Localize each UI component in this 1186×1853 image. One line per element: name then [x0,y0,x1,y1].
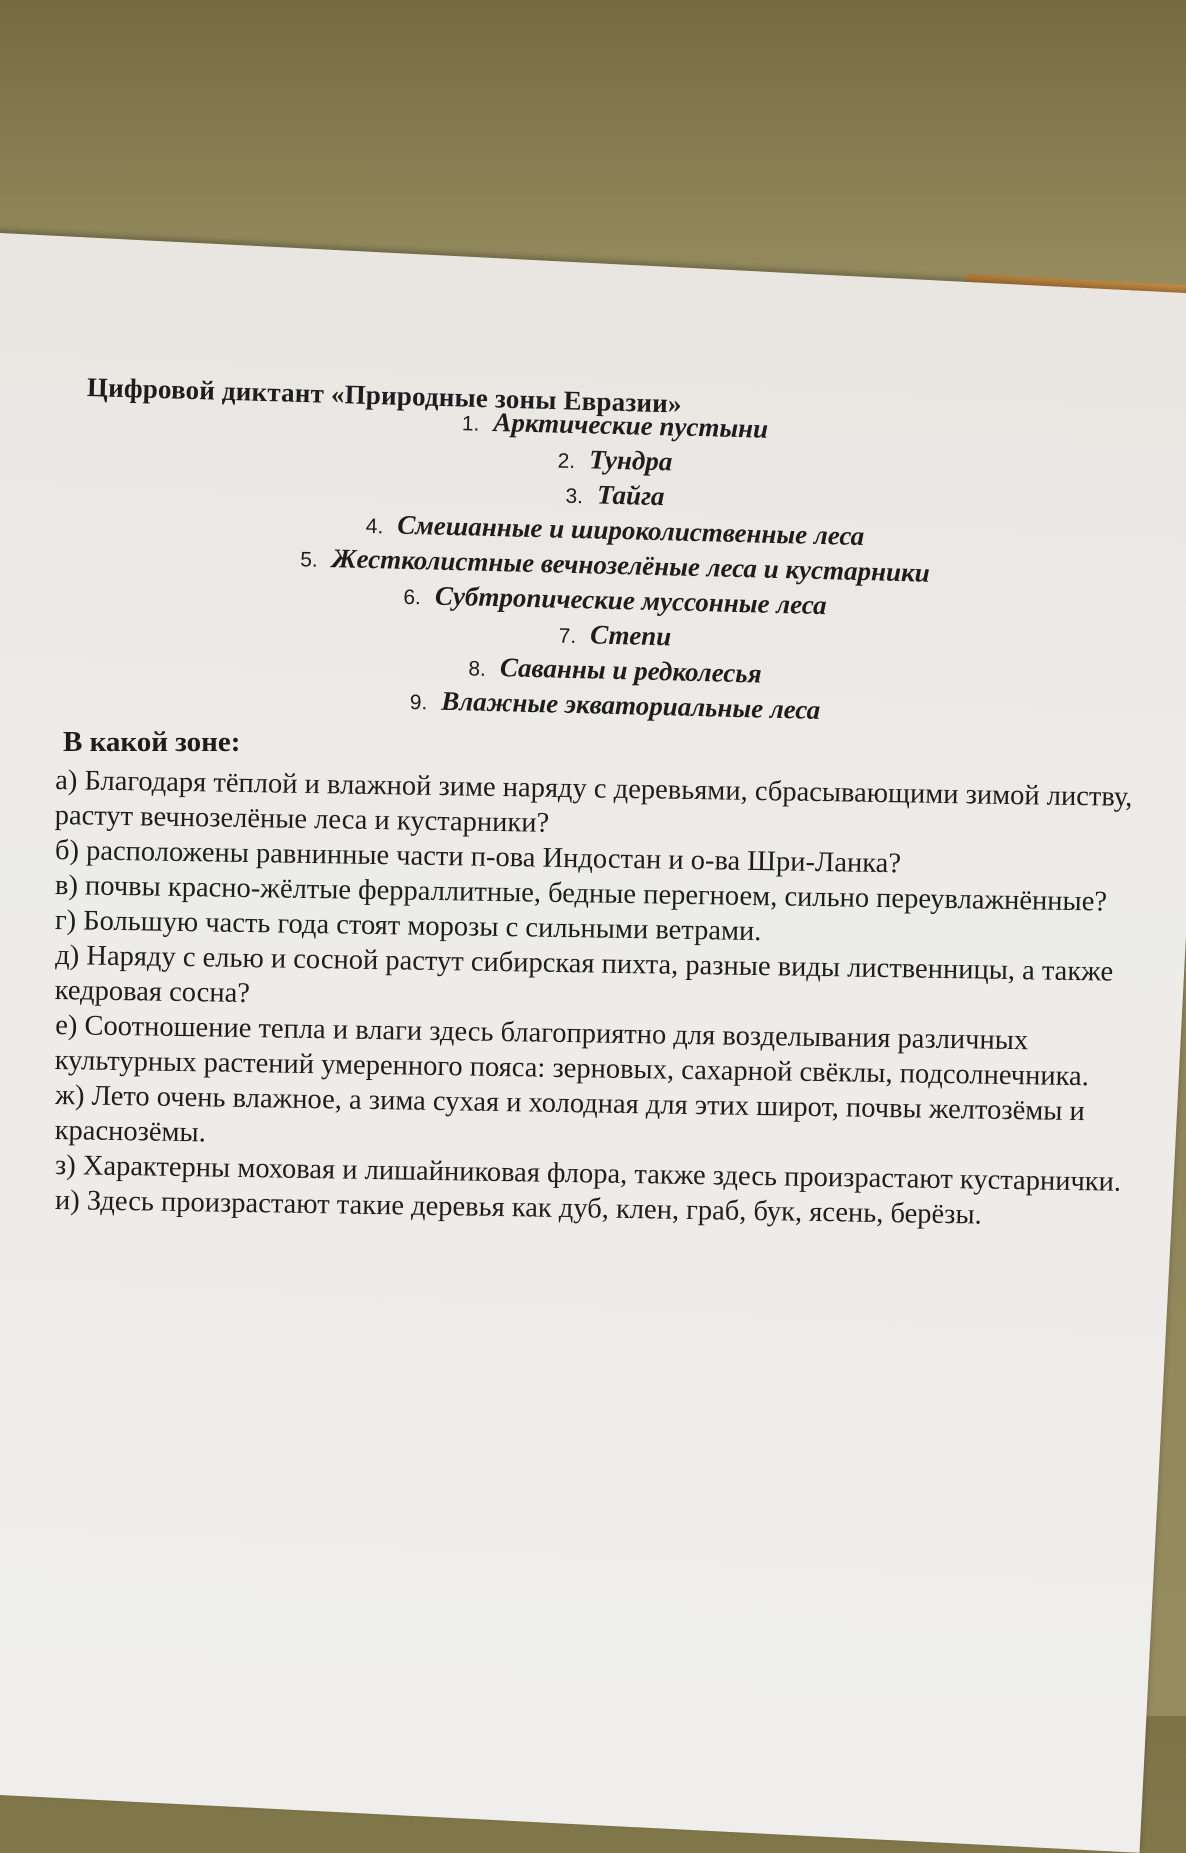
zone-item: 1. Арктические пустыни [461,407,769,444]
zone-item: 6. Субтропические муссонные леса [403,580,827,621]
zone-item: 7. Степи [558,619,672,652]
question-item: г) Большую часть года стоят морозы с сильными ветрами. [54,905,762,948]
question-item: б) расположены равнинные части п-ова Индостан и о-ва Шри-Ланка? [54,835,902,880]
zone-item: 2. Тундра [557,444,673,477]
question-item: з) Характерны моховая и лишайниковая флора, также здесь произрастают кустарнички. [54,1150,1122,1198]
question-heading: В какой зоне: [63,726,241,758]
worksheet-title: Цифровой диктант «Природные зоны Евразии» [86,372,683,419]
zone-item: 9. Влажные экваториальные леса [409,685,821,726]
worksheet [54,372,1175,1231]
zone-list [55,409,1175,724]
zone-item: 8. Саванны и редколесья [468,652,762,689]
zone-item: 5. Жестколистные вечнозелёные леса и кустарники [299,543,931,588]
question-item: ж) Лето очень влажное, а зима сухая и холодная для этих широт, почвы желтозёмы и краснозёмы. [54,1080,1086,1149]
question-item: а) Благодаря тёплой и влажной зиме наряду с деревьями, сбрасывающими зимой листву, растут вечнозелёные леса и кустарники? [54,765,1133,839]
question-item: в) почвы красно-жёлтые ферраллитные, бедные перегноем, сильно переувлажнённые? [54,870,1108,918]
question-item: д) Наряду с елью и сосной растут сибирская пихта, разные виды лиственницы, а также кедровая сосна? [54,940,1114,1010]
question-item: и) Здесь произрастают такие деревья как дуб, клен, граб, бук, ясень, берёзы. [54,1185,982,1231]
question-list [54,763,1175,1231]
zone-item: 3. Тайга [565,479,665,512]
question-item: е) Соотношение тепла и влаги здесь благоприятно для возделывания различных культурных растений умеренного пояса: зерновых, сахарной свёклы, подсолнечника. [54,1010,1090,1093]
zone-item: 4. Смешанные и широколиственные леса [365,509,865,552]
